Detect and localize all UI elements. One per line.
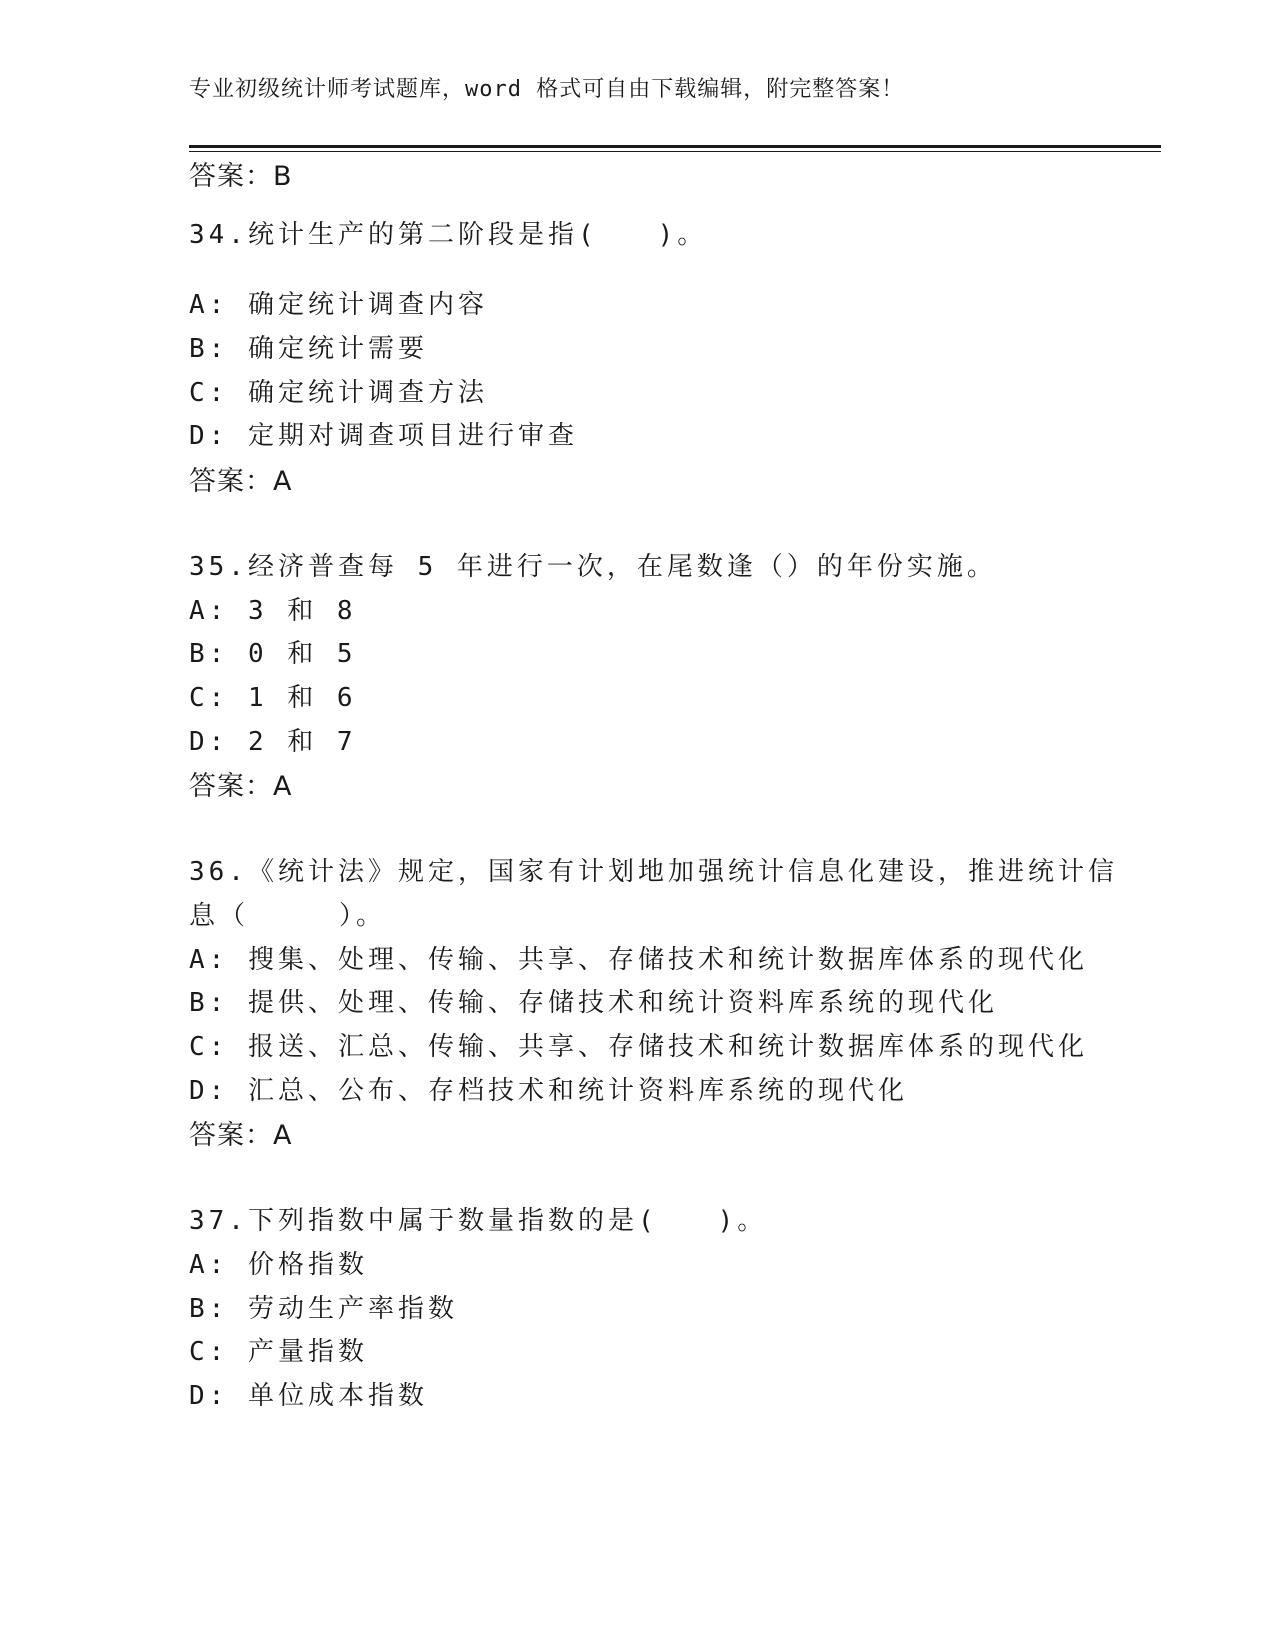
header-rule-thick	[189, 145, 1161, 148]
q35-stem: 35.经济普查每 5 年进行一次，在尾数逢（）的年份实施。	[189, 552, 997, 582]
answer-prev: 答案：B	[189, 161, 293, 192]
q34-option-d: D: 定期对调查项目进行审查	[189, 421, 578, 451]
q34-option-c: C: 确定统计调查方法	[189, 378, 488, 408]
q35-answer: 答案：A	[189, 771, 293, 802]
q37-option-a: A: 价格指数	[189, 1250, 368, 1280]
q36-option-c: C: 报送、汇总、传输、共享、存储技术和统计数据库体系的现代化	[189, 1032, 1088, 1062]
q36-option-b: B: 提供、处理、传输、存储技术和统计资料库系统的现代化	[189, 988, 998, 1018]
q36-stem-line1: 36.《统计法》规定，国家有计划地加强统计信息化建设，推进统计信	[189, 857, 1118, 887]
q37-option-c: C: 产量指数	[189, 1337, 368, 1367]
q34-stem: 34.统计生产的第二阶段是指( )。	[189, 220, 708, 250]
q34-option-a: A: 确定统计调查内容	[189, 290, 488, 320]
q35-option-b: B: 0 和 5	[189, 639, 357, 669]
q35-option-a: A: 3 和 8	[189, 596, 357, 626]
q36-stem-line2: 息（ ）。	[189, 901, 387, 931]
page-header: 专业初级统计师考试题库，word 格式可自由下载编辑，附完整答案！	[189, 77, 905, 102]
q37-option-d: D: 单位成本指数	[189, 1381, 428, 1411]
q37-option-b: B: 劳动生产率指数	[189, 1294, 458, 1324]
q37-stem: 37.下列指数中属于数量指数的是( )。	[189, 1206, 768, 1236]
q36-option-a: A: 搜集、处理、传输、共享、存储技术和统计数据库体系的现代化	[189, 945, 1088, 975]
q34-option-b: B: 确定统计需要	[189, 334, 428, 364]
q34-answer: 答案：A	[189, 466, 293, 497]
q35-option-c: C: 1 和 6	[189, 683, 357, 713]
q35-option-d: D: 2 和 7	[189, 727, 357, 757]
header-rule-thin	[189, 151, 1161, 152]
q36-option-d: D: 汇总、公布、存档技术和统计资料库系统的现代化	[189, 1076, 908, 1106]
q36-answer: 答案：A	[189, 1120, 293, 1151]
